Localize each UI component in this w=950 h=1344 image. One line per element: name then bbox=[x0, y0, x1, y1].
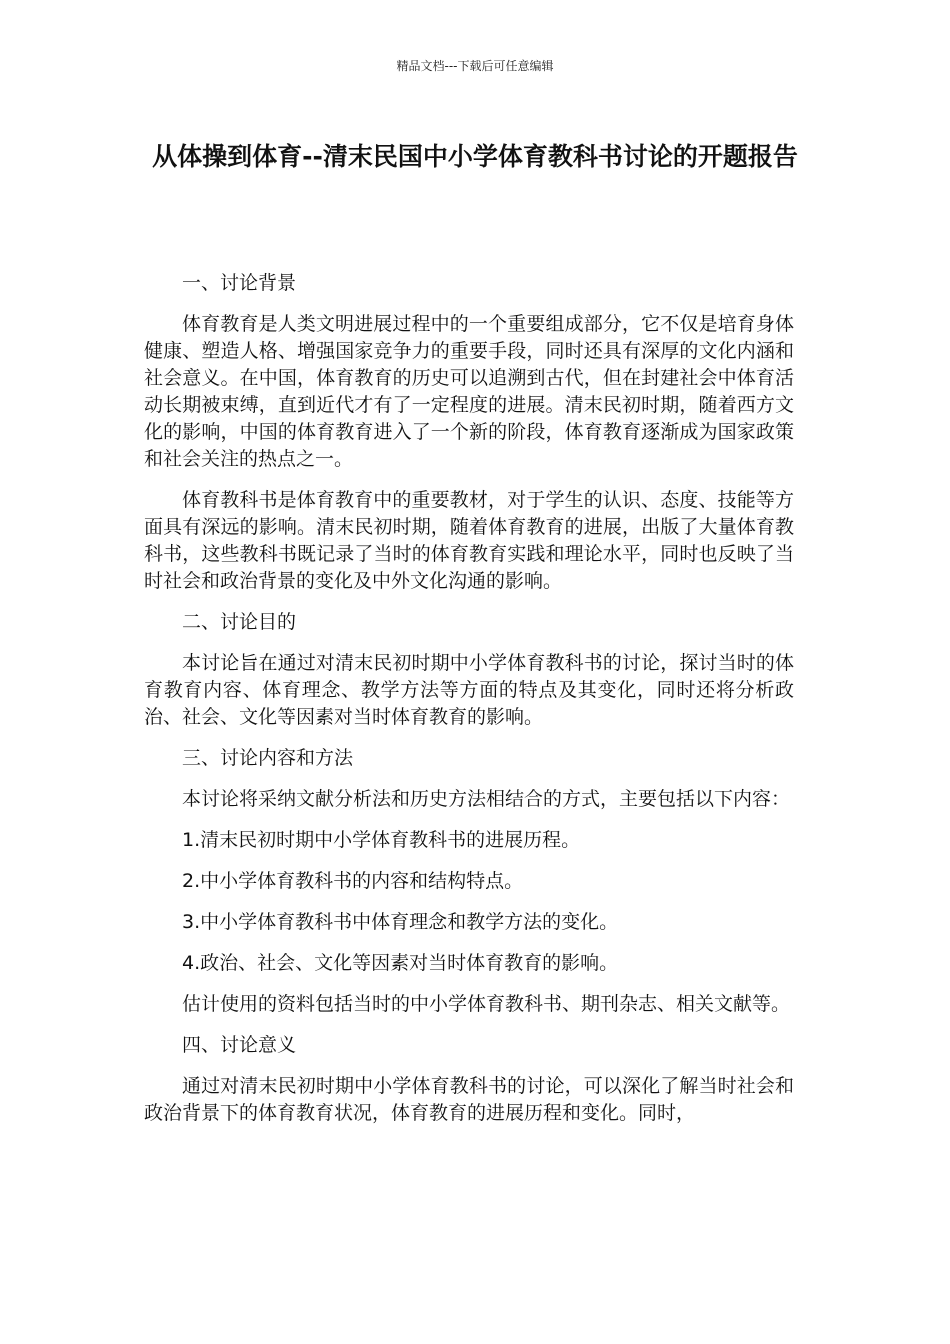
header-note: 精品文档---下载后可任意编辑 bbox=[396, 59, 554, 73]
list-item: 1.清末民初时期中小学体育教科书的进展历程。 bbox=[182, 829, 581, 851]
paragraph-background-2: 体育教科书是体育教育中的重要教材，对于学生的认识、态度、技能等方面具有深远的影响。清末民初时期，随着体育教育的进展，出版了大量体育教科书，这些教科书既记录了当时的体育教育实践和理论水平，同时也反映了当时社会和政治背景的变化及中外文化沟通的影响。 bbox=[144, 489, 794, 592]
list-item: 4.政治、社会、文化等因素对当时体育教育的影响。 bbox=[182, 952, 619, 974]
paragraph-meaning-1: 通过对清末民初时期中小学体育教科书的讨论，可以深化了解当时社会和政治背景下的体育教育状况，体育教育的进展历程和变化。同时， bbox=[144, 1075, 794, 1124]
document-body bbox=[144, 270, 794, 1141]
paragraph-goal-1: 本讨论旨在通过对清末民初时期中小学体育教科书的讨论，探讨当时的体育教育内容、体育理念、教学方法等方面的特点及其变化，同时还将分析政治、社会、文化等因素对当时体育教育的影响。 bbox=[144, 652, 794, 728]
list-item: 2.中小学体育教科书的内容和结构特点。 bbox=[182, 870, 524, 892]
list-item: 3.中小学体育教科书中体育理念和教学方法的变化。 bbox=[182, 911, 619, 933]
section-heading-background: 一、讨论背景 bbox=[182, 272, 297, 294]
section-heading-meaning: 四、讨论意义 bbox=[182, 1034, 297, 1056]
paragraph-background-1: 体育教育是人类文明进展过程中的一个重要组成部分，它不仅是培育身体健康、塑造人格、增强国家竞争力的重要手段，同时还具有深厚的文化内涵和社会意义。在中国，体育教育的历史可以追溯到古代，但在封建社会中体育活动长期被束缚，直到近代才有了一定程度的进展。清末民初时期，随着西方文化的影响，中国的体育教育进入了一个新的阶段，体育教育逐渐成为国家政策和社会关注的热点之一。 bbox=[144, 313, 794, 470]
paragraph-method-1: 本讨论将采纳文献分析法和历史方法相结合的方式，主要包括以下内容： bbox=[182, 788, 791, 810]
section-heading-method: 三、讨论内容和方法 bbox=[182, 747, 354, 769]
document-title: 从体操到体育--清末民国中小学体育教科书讨论的开题报告 bbox=[152, 142, 798, 171]
section-heading-goal: 二、讨论目的 bbox=[182, 611, 297, 633]
paragraph-method-2: 估计使用的资料包括当时的中小学体育教科书、期刊杂志、相关文献等。 bbox=[182, 993, 791, 1015]
